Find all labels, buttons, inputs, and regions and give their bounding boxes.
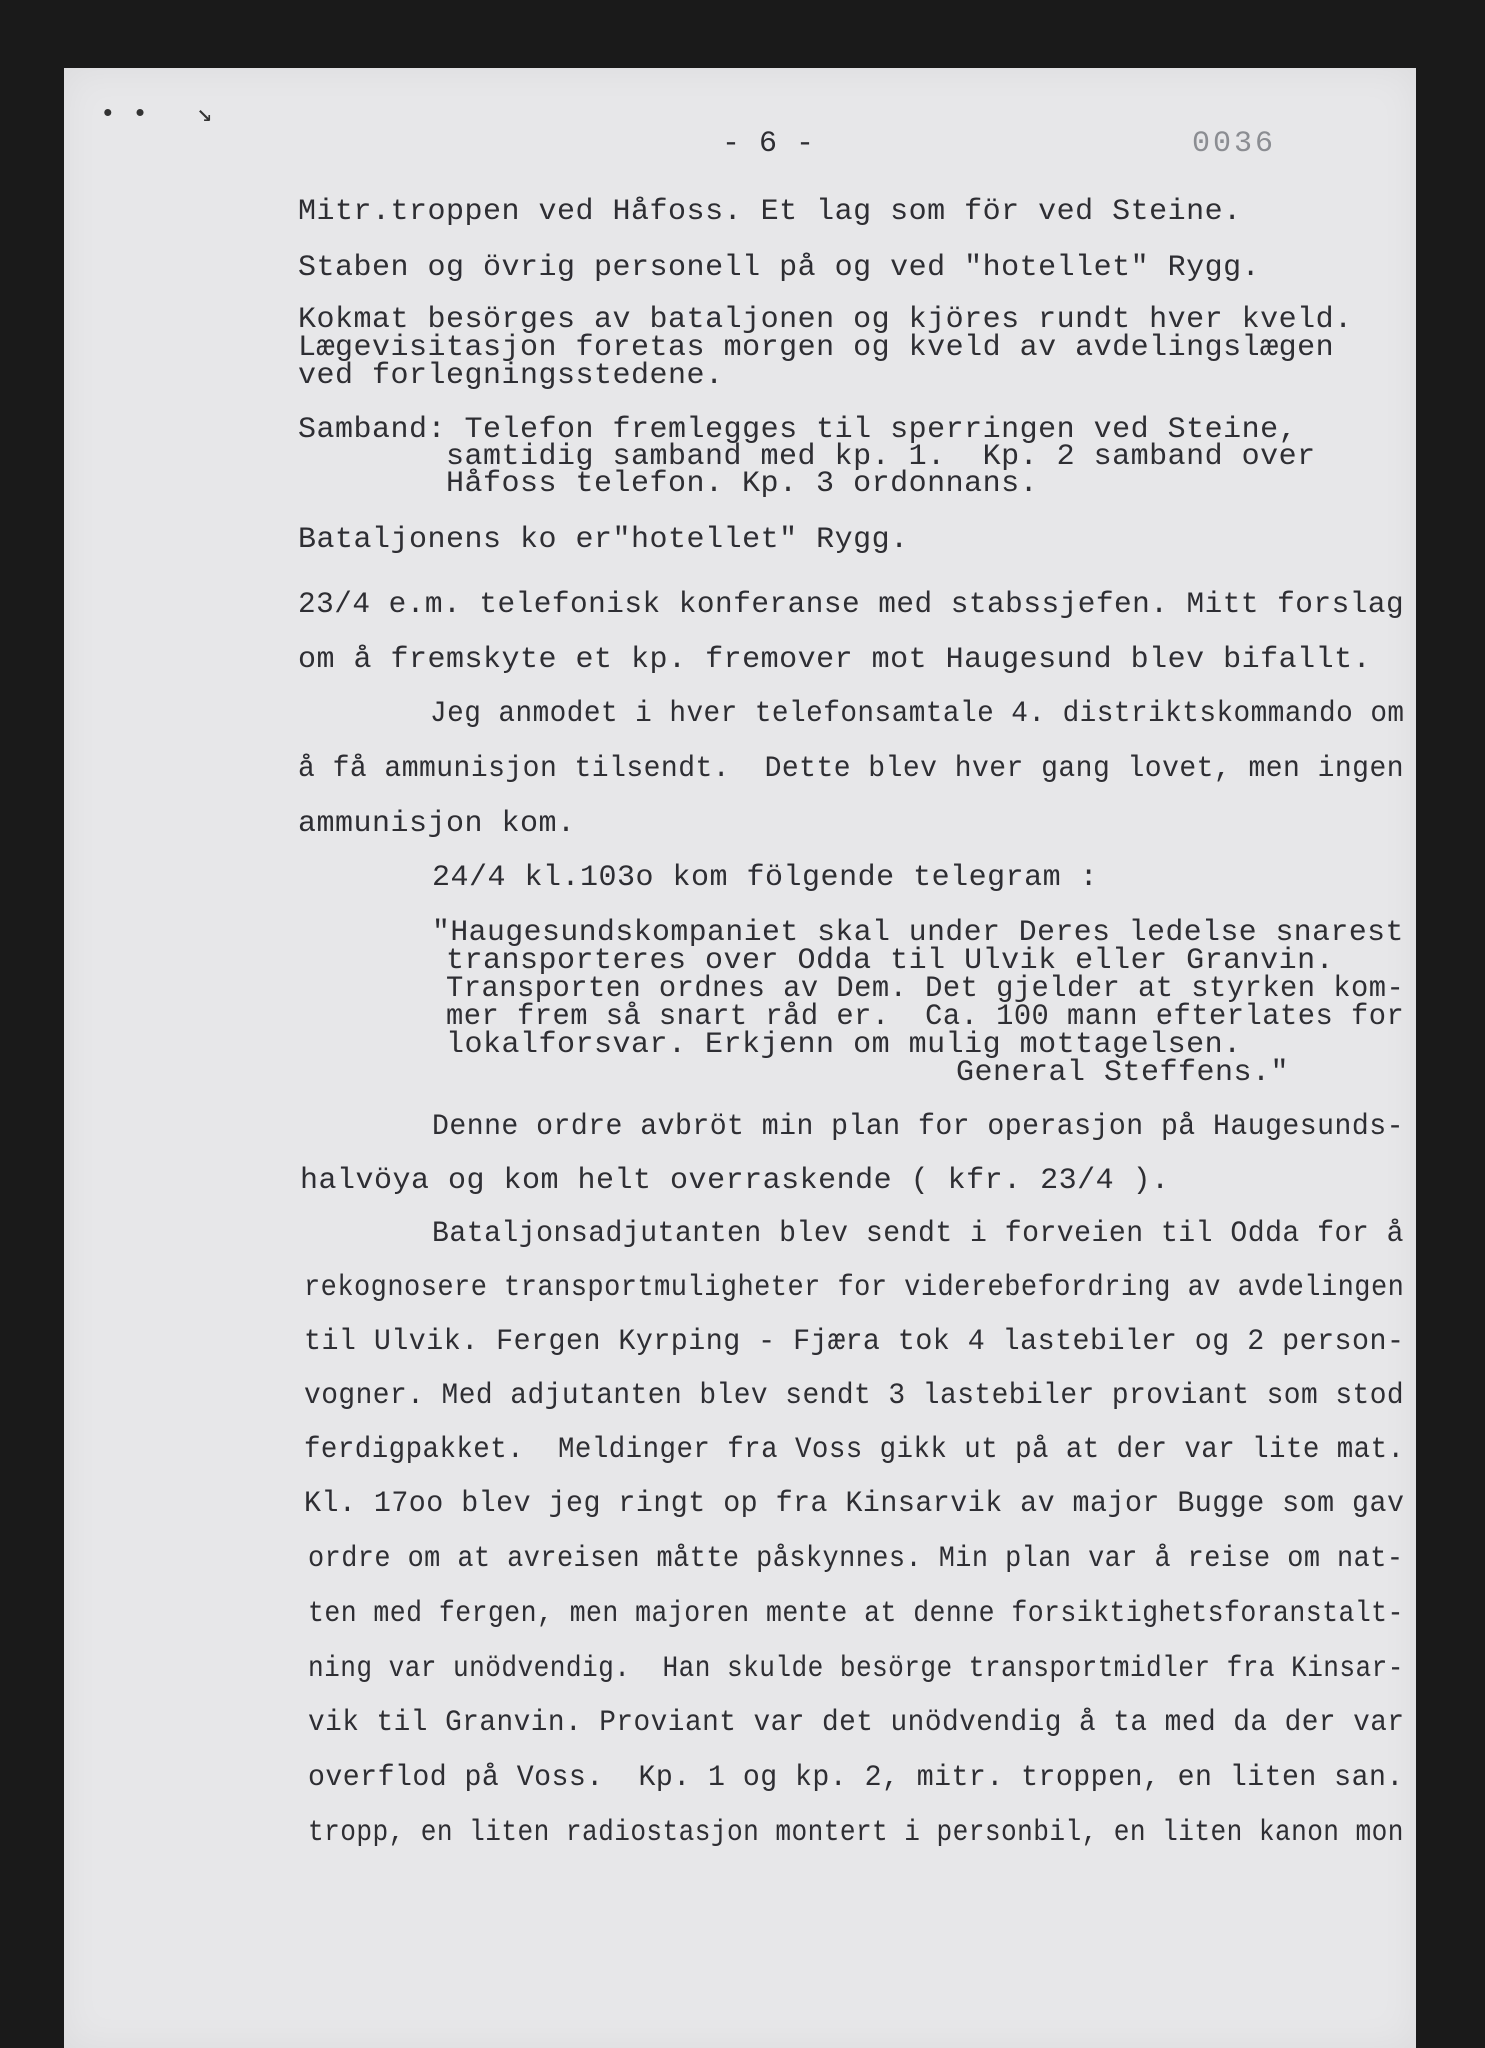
text-line: ordre om at avreisen måtte påskynnes. Min plan var å reise om nat-: [308, 1542, 1404, 1576]
text-line: overflod på Voss. Kp. 1 og kp. 2, mitr. troppen, en liten san.: [308, 1761, 1404, 1795]
text-line: Samband: Telefon fremlegges til sperringen ved Steine,: [298, 413, 1298, 447]
text-line: samtidig samband med kp. 1. Kp. 2 samband over: [446, 440, 1316, 474]
text-line: transporteres over Odda til Ulvik eller Granvin.: [446, 944, 1335, 978]
page-number: - 6 -: [722, 127, 815, 161]
text-line: 24/4 kl.103o kom fölgende telegram :: [432, 861, 1099, 895]
text-line: mer frem så snart råd er. Ca. 100 mann efterlates for: [446, 1000, 1405, 1034]
text-line: Kokmat besörges av bataljonen og kjöres rundt hver kveld.: [298, 303, 1353, 337]
text-line: Håfoss telefon. Kp. 3 ordonnans.: [446, 467, 1039, 501]
text-line: ammunisjon kom.: [298, 807, 576, 841]
text-line: vik til Granvin. Proviant var det unödvendig å ta med da der var: [308, 1706, 1405, 1740]
text-line: halvöya og kom helt overraskende ( kfr. 23/4 ).: [300, 1164, 1170, 1198]
text-line: Staben og övrig personell på og ved "hotellet" Rygg.: [298, 251, 1261, 285]
text-line: tropp, en liten radiostasjon montert i personbil, en liten kanon mon: [308, 1816, 1404, 1850]
text-line: Denne ordre avbröt min plan for operasjon på Haugesunds-: [432, 1110, 1404, 1144]
text-line: til Ulvik. Fergen Kyrping - Fjæra tok 4 lastebiler og 2 person-: [304, 1325, 1405, 1359]
text-line: Transporten ordnes av Dem. Det gjelder at styrken kom-: [446, 972, 1405, 1006]
text-line: General Steffens.": [956, 1056, 1290, 1090]
corner-marks: • • ↘: [100, 99, 213, 129]
text-line: rekognosere transportmuligheter for viderebefordring av avdelingen: [304, 1271, 1405, 1305]
text-line: vogner. Med adjutanten blev sendt 3 lastebiler proviant som stod: [304, 1379, 1405, 1413]
text-line: "Haugesundskompaniet skal under Deres ledelse snarest: [432, 916, 1404, 950]
text-line: ferdigpakket. Meldinger fra Voss gikk ut på at der var lite mat.: [304, 1433, 1405, 1467]
text-line: å få ammunisjon tilsendt. Dette blev hver gang lovet, men ingen: [298, 752, 1405, 786]
text-line: lokalforsvar. Erkjenn om mulig mottagelsen.: [446, 1028, 1242, 1062]
text-line: ved forlegningsstedene.: [298, 359, 724, 393]
text-line: Mitr.troppen ved Håfoss. Et lag som för ved Steine.: [298, 195, 1242, 229]
text-line: Lægevisitasjon foretas morgen og kveld av avdelingslægen: [298, 331, 1335, 365]
text-line: ten med fergen, men majoren mente at denne forsiktighetsforanstalt-: [308, 1597, 1404, 1631]
text-line: 23/4 e.m. telefonisk konferanse med stabssjefen. Mitt forslag: [298, 588, 1405, 622]
text-line: om å fremskyte et kp. fremover mot Haugesund blev bifallt.: [298, 643, 1372, 677]
text-line: Bataljonsadjutanten blev sendt i forveien til Odda for å: [432, 1217, 1404, 1251]
text-line: Kl. 17oo blev jeg ringt op fra Kinsarvik av major Bugge som gav: [304, 1487, 1405, 1521]
text-line: ning var unödvendig. Han skulde besörge transportmidler fra Kinsar-: [308, 1652, 1404, 1686]
text-line: Bataljonens ko er"hotellet" Rygg.: [298, 523, 909, 557]
text-line: Jeg anmodet i hver telefonsamtale 4. distriktskommando om: [430, 697, 1405, 731]
archive-stamp-number: 0036: [1192, 127, 1277, 161]
